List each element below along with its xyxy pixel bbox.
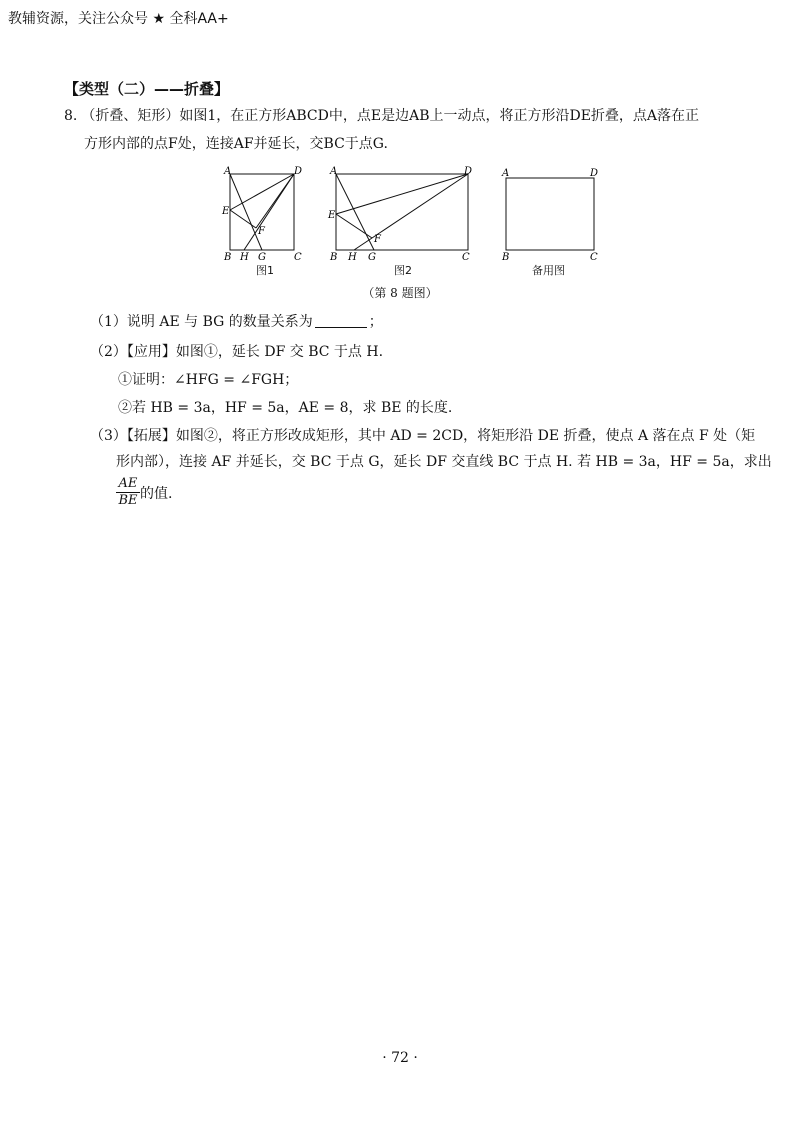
figure-1-caption: 图1 [256,264,274,277]
figure-3 [500,166,600,266]
page-header: 教辅资源，关注公众号 ★ 全科AA+ [8,11,229,27]
question-3-line-2: 形内部），连接 AF 并延长，交 BC 于点 G，延长 DF 交直线 BC 于点 H. 若 HB = 3a，HF = 5a，求出 [116,454,772,470]
svg-text:H: H [348,252,357,263]
question-2-sub-1: ①证明：∠HFG = ∠FGH； [118,372,299,388]
svg-text:C: C [462,252,470,263]
problem-line-2: 方形内部的点F处，连接AF并延长，交BC于点G. [84,136,388,152]
question-3-line-1: （3）【拓展】如图②，将正方形改成矩形，其中 AD = 2CD，将矩形沿 DE 折叠，使点 A 落在点 F 处（矩 [90,428,756,444]
question-1: （1）说明 AE 与 BG 的数量关系为 ； [90,314,383,330]
figure-3-caption: 备用图 [532,264,565,277]
svg-text:A: A [330,166,338,177]
figure-caption: （第 8 题图） [362,286,438,300]
svg-text:A: A [502,168,510,179]
figure-2 [328,166,478,266]
svg-text:A: A [224,166,232,177]
svg-text:C: C [294,252,302,263]
figure-1 [222,166,306,266]
svg-text:F: F [258,226,265,237]
svg-text:B: B [330,252,338,263]
figure-1-diagram [222,166,306,266]
fraction-numerator: AE [116,476,140,493]
question-2-sub-2: ②若 HB = 3a，HF = 5a，AE = 8，求 BE 的长度. [118,400,453,416]
fraction-denominator: BE [118,493,138,508]
question-3-line-3: 的值. [140,486,173,502]
answer-blank [315,313,367,328]
svg-text:D: D [294,166,303,177]
section-title: 【类型（二）——折叠】 [64,80,230,98]
figure-2-diagram [328,166,478,266]
page-number: · 72 · [382,1050,418,1066]
svg-text:B: B [224,252,232,263]
svg-text:G: G [368,252,376,263]
svg-text:C: C [590,252,598,263]
svg-text:H: H [240,252,249,263]
figure-2-caption: 图2 [394,264,412,277]
question-2-intro: （2）【应用】如图①，延长 DF 交 BC 于点 H. [90,344,384,360]
svg-text:E: E [222,206,230,217]
fraction-ae-be [116,476,140,509]
svg-text:E: E [328,210,336,221]
figure-3-diagram [500,166,600,266]
svg-text:D: D [590,168,599,179]
svg-text:F: F [374,234,381,245]
svg-text:G: G [258,252,266,263]
problem-line-1: 8. （折叠、矩形）如图1，在正方形ABCD中，点E是边AB上一动点，将正方形沿DE折叠，点A落在正 [64,108,700,124]
problem-number: 8. [64,108,78,124]
svg-text:B: B [502,252,510,263]
svg-text:D: D [464,166,473,177]
